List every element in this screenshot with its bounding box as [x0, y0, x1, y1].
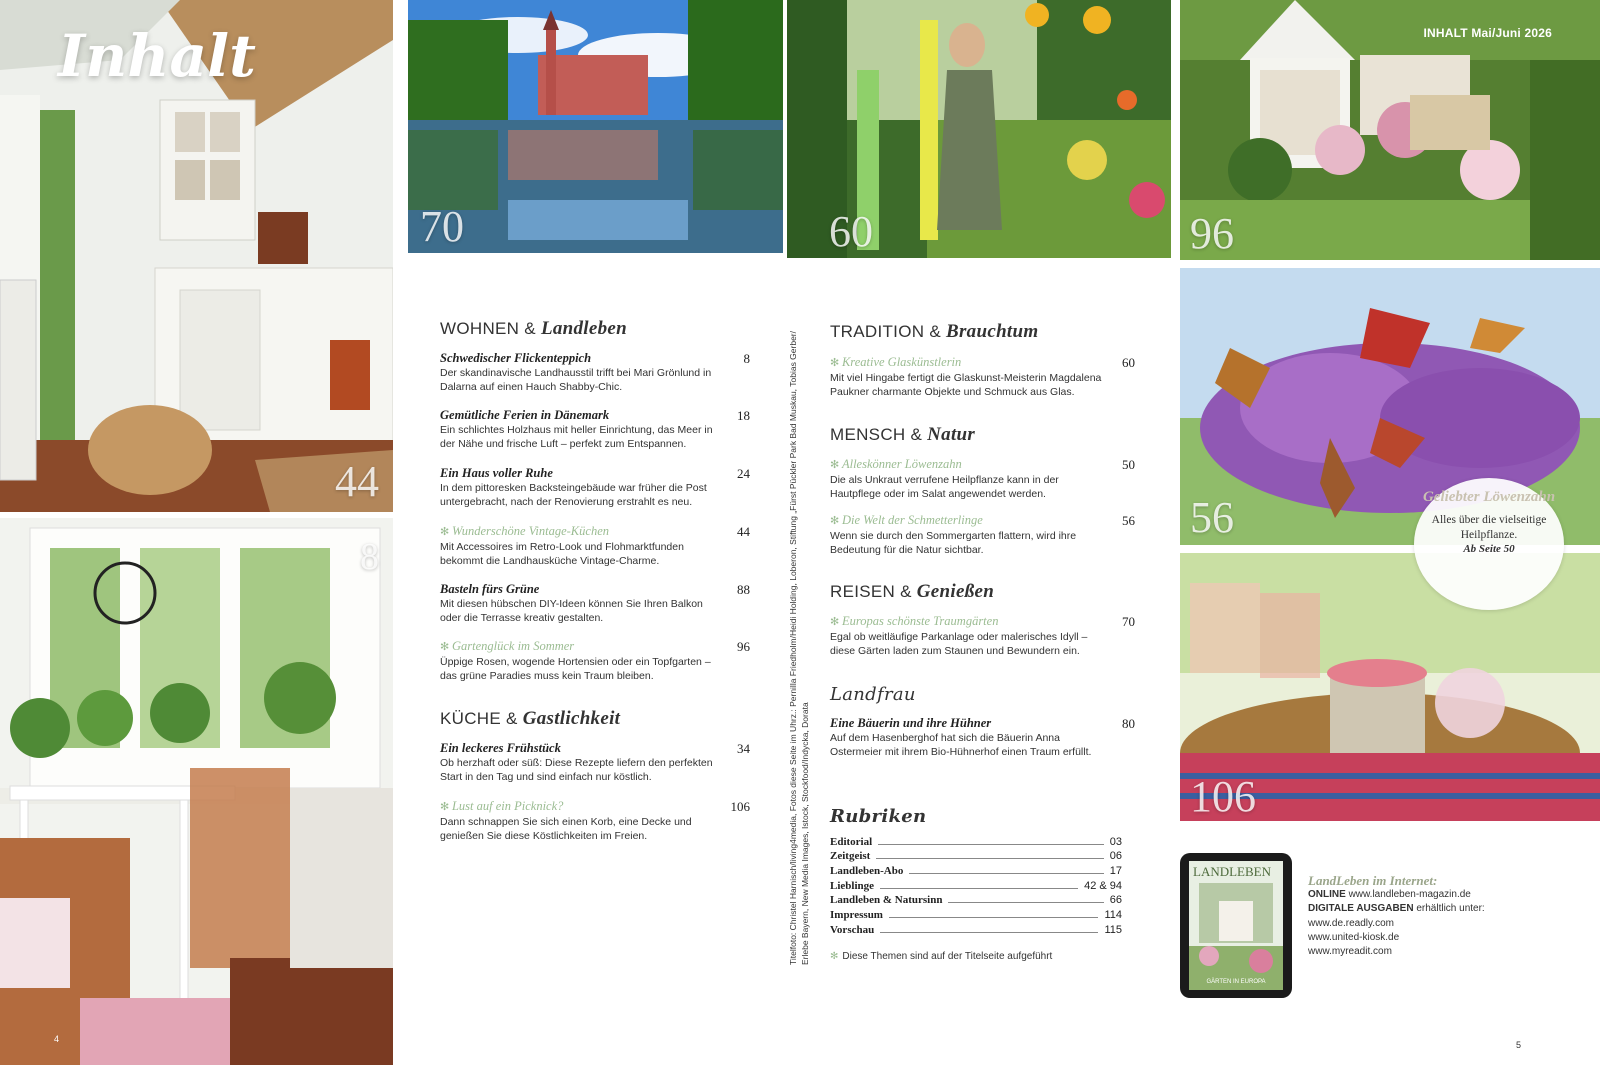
toc-entry[interactable]	[830, 513, 1135, 557]
folio-left: 4	[54, 1034, 60, 1044]
entry-title: ✻ Die Welt der Schmetterlinge	[830, 513, 1135, 529]
page-number-overlay: 106	[1190, 772, 1256, 821]
entry-title: ✻ Europas schönste Traumgärten	[830, 614, 1135, 630]
folio-right: 5	[1516, 1040, 1522, 1050]
entry-page: 8	[743, 351, 750, 366]
entry-title: Gemütliche Ferien in Dänemark	[440, 408, 610, 422]
toc-entry[interactable]	[440, 466, 750, 509]
toc-entry[interactable]	[830, 614, 1135, 658]
page-title: Inhalt	[58, 22, 256, 90]
page-number-overlay: 8	[360, 536, 379, 578]
badge-title: Geliebter Löwenzahn	[1422, 489, 1556, 505]
glass-artist-photo	[787, 0, 1171, 258]
entry-title: Ein Haus voller Ruhe	[440, 466, 553, 480]
entry-page: 56	[1122, 513, 1135, 528]
magazine-cover-thumbnail	[1189, 861, 1283, 990]
entry-description: Ein schlichtes Holzhaus mit heller Einrichtung, das Meer in der Nähe und frische Luft – perfekt zum Entspannen.	[440, 424, 713, 450]
entry-description: Mit viel Hingabe fertigt die Glaskunst-Meisterin Magdalena Paukner charmante Objekte und Schmuck aus Glas.	[830, 372, 1102, 398]
entry-description: Der skandinavische Landhausstil trifft bei Mari Grönlund in Dalarna auf einen Hauch Shabby-Chic.	[440, 367, 712, 393]
entry-page: 96	[737, 639, 750, 654]
entry-page: 80	[1122, 716, 1135, 731]
issue-label: INHALT Mai/Juni 2026	[1423, 26, 1552, 40]
garden-cottage-photo	[1180, 0, 1600, 260]
rubrik-row[interactable]: Landleben-Abo 17	[830, 865, 1122, 878]
entry-description: Mit diesen hübschen DIY-Ideen können Sie Ihren Balkon oder die Terrasse kreativ gestalten.	[440, 598, 703, 624]
section-title-tradition: TRADITION & Brauchtum	[830, 321, 1039, 342]
entry-description: Die als Unkraut verrufene Heilpflanze kann in der Hautpflege oder im Salat angewendet werden.	[830, 474, 1059, 500]
entry-page: 70	[1122, 614, 1135, 629]
rubrik-row[interactable]: Lieblinge 42 & 94	[830, 879, 1122, 892]
entry-title: Ein leckeres Frühstück	[440, 741, 561, 755]
page-number-overlay: 96	[1190, 209, 1234, 258]
cover-story-badge	[1414, 478, 1564, 610]
rubrik-row[interactable]: Landleben & Natursinn 66	[830, 894, 1122, 907]
toc-entry[interactable]	[440, 524, 750, 568]
toc-entry[interactable]	[440, 408, 750, 451]
rubrik-row[interactable]: Vorschau 115	[830, 923, 1122, 936]
section-title-landfrau: Landfrau	[830, 684, 916, 705]
page-number-overlay: 44	[335, 457, 379, 506]
entry-page: 18	[737, 408, 750, 423]
entry-description: Auf dem Hasenberghof hat sich die Bäuerin Anna Ostermeier mit ihrem Bio-Hühnerhof einen Traum erfüllt.	[830, 732, 1092, 758]
toc-entry[interactable]	[830, 355, 1135, 399]
entry-page: 44	[737, 524, 750, 539]
rubrik-row[interactable]: Impressum 114	[830, 909, 1122, 922]
page-number-overlay: 70	[420, 202, 464, 251]
section-title-kueche: KÜCHE & Gastlichkeit	[440, 708, 621, 729]
entry-page: 106	[730, 799, 750, 814]
entry-title: ✻ Gartenglück im Sommer	[440, 639, 750, 655]
entry-title: Schwedischer Flickenteppich	[440, 351, 592, 365]
entry-title: Basteln fürs Grüne	[440, 582, 540, 596]
toc-entry[interactable]	[830, 716, 1135, 759]
entry-description: Dann schnappen Sie sich einen Korb, eine Decke und genießen Sie diese Köstlichkeiten im Freien.	[440, 816, 692, 842]
entry-page: 24	[737, 466, 750, 481]
section-title-rubriken: Rubriken	[830, 806, 927, 827]
myreadit-link[interactable]: www.myreadit.com	[1308, 946, 1392, 958]
readly-link[interactable]: www.de.readly.com	[1308, 917, 1394, 929]
toc-entry[interactable]	[440, 741, 750, 784]
website-link[interactable]: www.landleben-magazin.de	[1348, 889, 1471, 901]
section-title-reisen: REISEN & Genießen	[830, 581, 995, 602]
internet-title: LandLeben im Internet:	[1308, 873, 1438, 888]
section-title-wohnen: WOHNEN & Landleben	[440, 318, 628, 339]
entry-title: Eine Bäuerin und ihre Hühner	[830, 716, 992, 730]
badge-description: Alles über die vielseitige Heilpflanze.	[1431, 514, 1547, 541]
sunroom-photo	[0, 518, 393, 1065]
castle-photo	[408, 0, 783, 253]
entry-page: 34	[737, 741, 750, 756]
entry-page: 50	[1122, 457, 1135, 472]
entry-title: ✻ Lust auf ein Picknick?	[440, 799, 750, 815]
toc-entry[interactable]	[440, 799, 750, 843]
toc-entry[interactable]	[440, 351, 750, 394]
page-number-overlay: 56	[1190, 493, 1234, 542]
entry-description: Wenn sie durch den Sommergarten flattern, wird ihre Bedeutung für die Natur sichtbar.	[830, 530, 1077, 556]
page-number-overlay: 60	[829, 207, 873, 256]
badge-page-ref: Ab Seite 50	[1463, 543, 1515, 555]
entry-title: ✻ Wunderschöne Vintage-Küchen	[440, 524, 750, 540]
tablet-image	[1180, 853, 1292, 998]
rubriken-list	[830, 833, 1122, 936]
entry-page: 60	[1122, 355, 1135, 370]
photo-credits: Titelfoto: Christel Harnisch/living4media, Fotos diese Seite im Uhrz.: Pernilla Friedholm/Heidi Holding, Loberon, Stiftung „Fürst Pückler Park Bad Muskau, Tobias Gerber/ Erlebe Bayern, New Media Images, Istock, Stockfood/Indycka, Dorata	[788, 331, 810, 965]
tablet-logo: LANDLEBEN	[1193, 864, 1271, 879]
united-kiosk-link[interactable]: www.united-kiosk.de	[1308, 931, 1400, 943]
entry-description: In dem pittoresken Backsteingebäude war früher die Post untergebracht, nach der Renovierung erstrahlt es neu.	[440, 482, 707, 508]
rubrik-row[interactable]: Zeitgeist 06	[830, 850, 1122, 863]
tablet-cover-line: GÄRTEN IN EUROPA	[1206, 979, 1266, 985]
section-title-mensch: MENSCH & Natur	[830, 424, 976, 445]
entry-title: ✻ Kreative Glaskünstlerin	[830, 355, 1135, 371]
entry-page: 88	[737, 582, 750, 597]
entry-description: Mit Accessoires im Retro-Look und Flohmarktfunden bekommt die Landhausküche Vintage-Charme.	[440, 541, 684, 567]
internet-info: LandLeben im Internet: ONLINE www.landleben-magazin.de DIGITALE AUSGABEN erhältlich unter: www.de.readly.com www.united-kiosk.de www.myreadit.com	[1308, 874, 1485, 959]
entry-description: Üppige Rosen, wogende Hortensien oder ein Topfgarten – das grüne Paradies muss kein Traum bleiben.	[440, 656, 711, 682]
toc-entry[interactable]	[440, 582, 750, 625]
toc-entry[interactable]	[440, 639, 750, 683]
entry-description: Egal ob weitläufige Parkanlage oder malerisches Idyll – diese Gärten laden zum Staunen und Bewundern ein.	[830, 631, 1088, 657]
toc-entry[interactable]	[830, 457, 1135, 501]
entry-description: Ob herzhaft oder süß: Diese Rezepte liefern den perfekten Start in den Tag und sind einfach nur köstlich.	[440, 757, 713, 783]
cover-topics-legend: ✻ Diese Themen sind auf der Titelseite aufgeführt	[830, 951, 1053, 962]
rubrik-row[interactable]: Editorial 03	[830, 835, 1122, 848]
entry-title: ✻ Alleskönner Löwenzahn	[830, 457, 1135, 473]
flower-icon: ✻	[830, 951, 839, 962]
